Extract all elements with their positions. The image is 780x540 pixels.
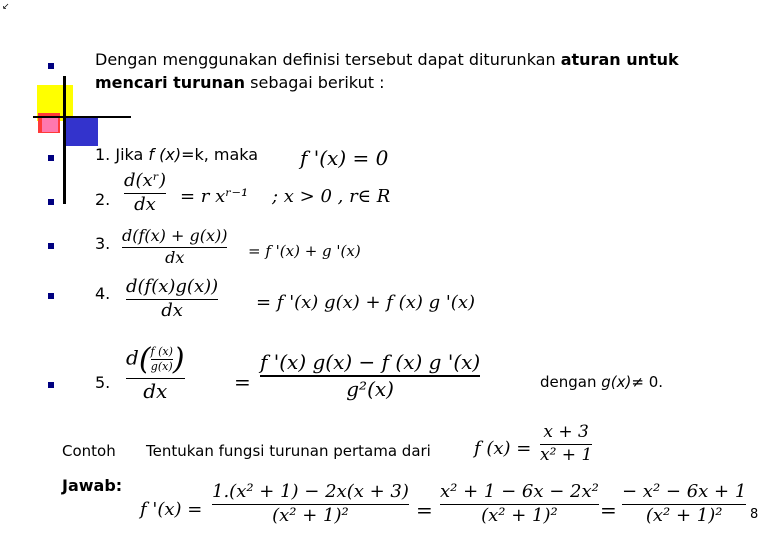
example-function-fraction — [540, 424, 592, 465]
rule-2-lhs-fraction — [124, 172, 166, 215]
rule-5-inner-num: f (x) — [150, 344, 173, 358]
answer-equals-1: = — [416, 498, 433, 522]
example-function-lhs: f (x) = — [474, 438, 532, 459]
rule-5-rhs-num: f '(x) g(x) − f (x) g '(x) — [260, 350, 481, 374]
decor-blue-square — [64, 118, 98, 146]
rule-5-inner-fraction — [151, 346, 173, 372]
rule-1-number: 1. Jika — [95, 145, 149, 164]
page-number: 8 — [750, 507, 759, 522]
rule-5-cond-g: g(x) — [601, 373, 632, 391]
example-num: x + 3 — [543, 422, 589, 442]
rule-5-lhs-num: d( $\frac{f (x)}{g(x)}$ ) — [126, 342, 185, 377]
bullet-icon — [48, 293, 54, 299]
rule-5-lhs-den: dx — [143, 379, 168, 403]
rule-3-lhs-fraction — [122, 228, 227, 267]
intro-text-2: sebagai berikut : — [245, 73, 385, 92]
rule-5-cond-prefix: dengan — [540, 373, 602, 391]
intro-line-2 — [95, 73, 384, 92]
rule-3-number: 3. — [95, 234, 111, 253]
answer-step-3 — [622, 483, 746, 526]
rule-5-lhs-fraction — [126, 344, 185, 402]
decor-horizontal-line — [33, 116, 131, 118]
intro-bold-1: aturan untuk — [560, 50, 679, 69]
intro-text: Dengan menggunakan definisi tersebut dapat diturunkan — [95, 50, 561, 69]
bullet-icon — [48, 155, 54, 161]
rule-4-rhs: = f '(x) g(x) + f (x) g '(x) — [256, 292, 475, 313]
bullet-icon — [48, 243, 54, 249]
bullet-icon — [48, 382, 54, 388]
rule-4-lhs-fraction — [126, 278, 218, 321]
rule-3-lhs-den: dx — [165, 248, 185, 268]
rule-5-cond-suffix: ≠ 0. — [631, 373, 664, 391]
rule-5-rhs-fraction — [260, 352, 480, 400]
answer-step-1 — [212, 483, 409, 526]
answer-label: Jawab: — [62, 476, 123, 495]
answer-step-2-den: (x² + 1)² — [481, 505, 558, 527]
rule-5-equals: = — [234, 370, 251, 394]
example-label: Contoh — [62, 442, 116, 460]
corner-mark-icon: ↙ — [2, 2, 10, 12]
answer-step-1-den: (x² + 1)² — [272, 505, 349, 527]
bullet-icon — [48, 63, 54, 69]
intro-bold-2: mencari turunan — [95, 73, 246, 92]
answer-step-2 — [440, 483, 599, 526]
example-den: x² + 1 — [540, 445, 593, 466]
rule-3-rhs: = f '(x) + g '(x) — [248, 242, 361, 260]
rule-5-condition — [540, 373, 663, 391]
answer-lhs: f '(x) = — [140, 499, 203, 520]
rule-1-fx: f (x) — [148, 145, 182, 164]
answer-step-1-num: 1.(x² + 1) − 2x(x + 3) — [212, 481, 409, 502]
decor-pink-square — [42, 118, 58, 132]
rule-2-condition: ; x > 0 , r∈ R — [272, 186, 391, 207]
rule-1-formula: f '(x) = 0 — [300, 146, 389, 170]
intro-line-1 — [95, 50, 679, 69]
rule-5-inner-den: g(x) — [150, 359, 173, 373]
decor-vertical-line — [63, 76, 66, 204]
answer-step-2-num: x² + 1 − 6x − 2x² — [440, 481, 599, 502]
bullet-icon — [48, 199, 54, 205]
rule-2-lhs-den: dx — [134, 194, 156, 216]
answer-step-3-den: (x² + 1)² — [645, 505, 723, 527]
rule-4-number: 4. — [95, 284, 111, 303]
rule-5-number: 5. — [95, 373, 111, 392]
rule-1-text — [95, 145, 258, 164]
rule-4-lhs-num: d(f(x)g(x)) — [126, 276, 219, 297]
rule-2-number: 2. — [95, 190, 111, 209]
example-text: Tentukan fungsi turunan pertama dari — [146, 442, 431, 460]
rule-5-rhs-den: g²(x) — [346, 376, 394, 401]
rule-1-rest: =k, maka — [181, 145, 259, 164]
rule-3-lhs-num: d(f(x) + g(x)) — [122, 226, 228, 245]
answer-equals-2: = — [600, 498, 617, 522]
rule-2-lhs-num: d(xʳ) — [124, 170, 166, 191]
answer-step-3-num: − x² − 6x + 1 — [622, 481, 747, 502]
rule-2-rhs: = r xʳ⁻¹ — [180, 186, 249, 207]
rule-4-lhs-den: dx — [161, 300, 183, 322]
